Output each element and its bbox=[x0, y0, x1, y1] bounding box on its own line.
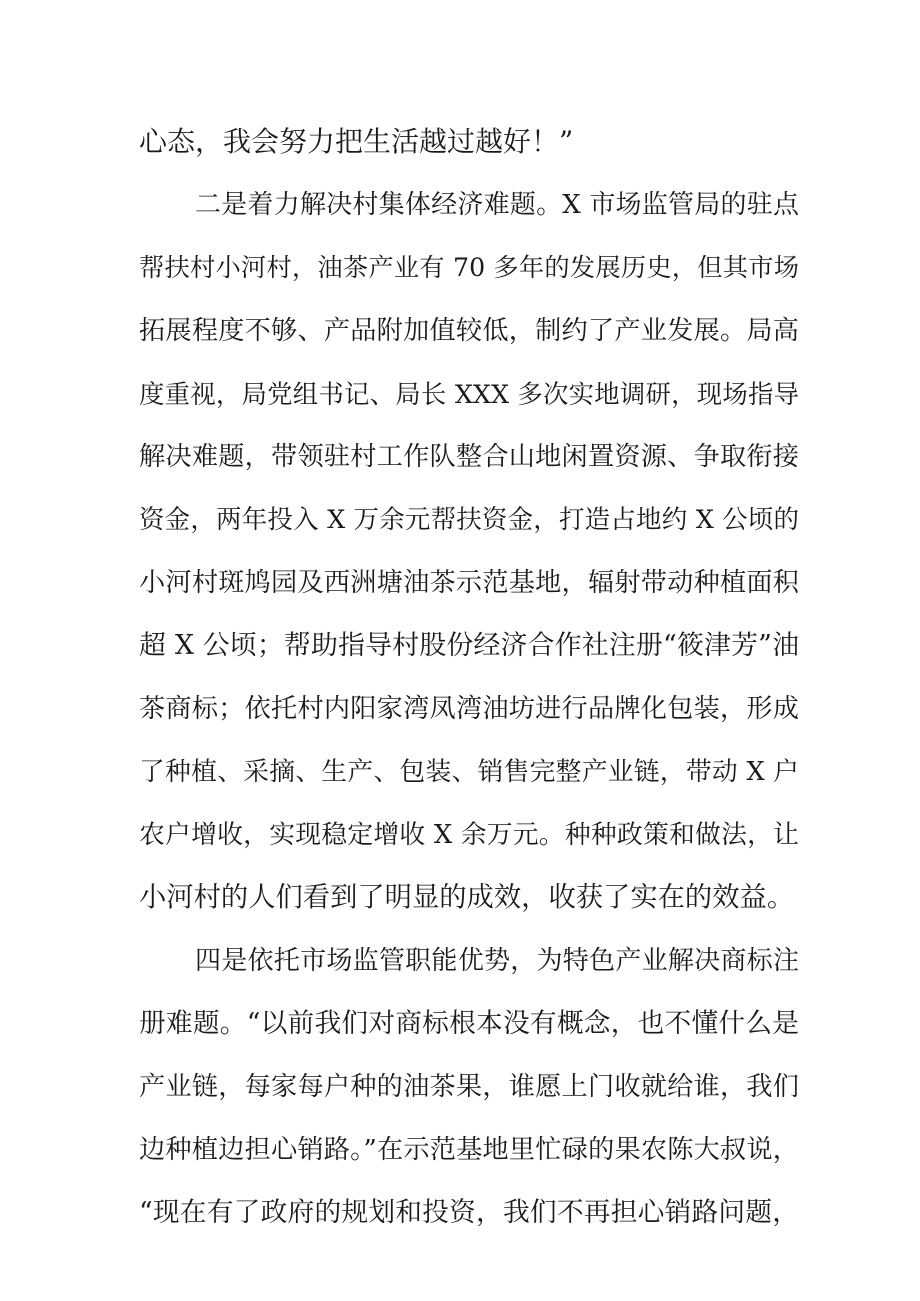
text-line-17: 边种植边担心销路。”在示范基地里忙碌的果农陈大叔说， bbox=[139, 1135, 799, 1165]
text-line-18: “现在有了政府的规划和投资，我们不再担心销路问题， bbox=[139, 1197, 799, 1228]
text-line-5: 度重视，局党组书记、局长 XXX 多次实地调研，现场指导 bbox=[139, 379, 799, 409]
text-line-1: 心态，我会努力把生活越过越好！” bbox=[139, 125, 574, 158]
text-line-12: 农户增收，实现稳定增收 X 余万元。种种政策和做法，让 bbox=[139, 820, 799, 850]
text-line-3: 帮扶村小河村，油茶产业有 70 多年的发展历史，但其市场 bbox=[139, 253, 799, 282]
text-line-7: 资金，两年投入 X 万余元帮扶资金，打造占地约 X 公顷的 bbox=[139, 505, 799, 535]
text-line-16: 产业链，每家每户种的油茶果，谁愿上门收就给谁，我们 bbox=[139, 1072, 799, 1102]
text-line-9: 超 X 公顷；帮助指导村股份经济合作社注册“筱津芳”油 bbox=[139, 630, 799, 661]
text-line-2: 二是着力解决村集体经济难题。X 市场监管局的驻点 bbox=[195, 190, 799, 220]
text-line-13: 小河村的人们看到了明显的成效，收获了实在的效益。 bbox=[139, 882, 795, 913]
text-line-8: 小河村斑鸠园及西洲塘油茶示范基地，辐射带动种植面积 bbox=[139, 568, 799, 598]
text-line-14: 四是依托市场监管职能优势，为特色产业解决商标注 bbox=[195, 946, 799, 976]
text-line-11: 了种植、采摘、生产、包装、销售完整产业链，带动 X 户 bbox=[139, 757, 799, 787]
text-line-6: 解决难题，带领驻村工作队整合山地闲置资源、争取衔接 bbox=[139, 442, 799, 472]
text-line-10: 茶商标；依托村内阳家湾凤湾油坊进行品牌化包装，形成 bbox=[139, 694, 799, 724]
text-line-4: 拓展程度不够、产品附加值较低，制约了产业发展。局高 bbox=[139, 316, 799, 346]
text-line-15: 册难题。“以前我们对商标根本没有概念，也不懂什么是 bbox=[139, 1008, 799, 1039]
